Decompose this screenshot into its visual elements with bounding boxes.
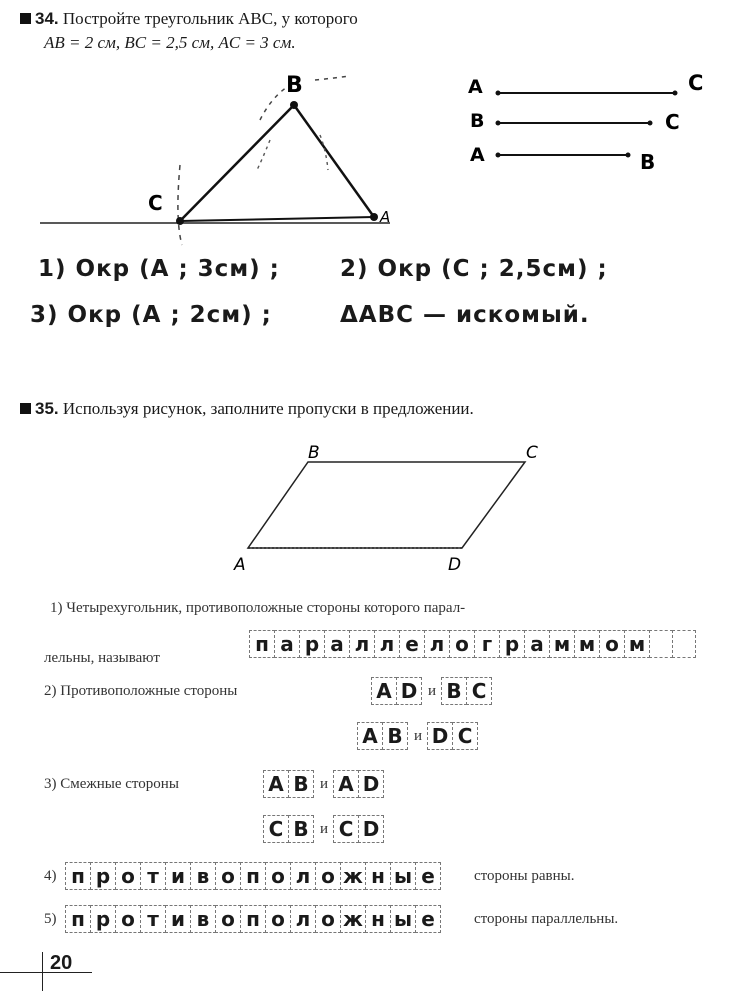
- item-1-answer-cell: а: [274, 630, 300, 658]
- item-3-row-2-right: [334, 815, 384, 843]
- segment3-right-label: B: [640, 150, 656, 174]
- item-4-answer-cell: и: [165, 862, 191, 890]
- item-5-answer-cell: о: [265, 905, 291, 933]
- item-1-answer-cell: п: [249, 630, 275, 658]
- segment1-left-label: A: [468, 76, 483, 98]
- item-3-row-1-conjunction: и: [320, 775, 329, 792]
- item-3-row-2-conjunction: и: [320, 820, 329, 837]
- segment2-right-label: C: [665, 110, 680, 134]
- item-3-row-1-left: [264, 770, 314, 798]
- item-5-answer-cells: [66, 905, 441, 933]
- item-1-answer-cell: [672, 630, 696, 658]
- item-3-row-2-left-cell: C: [263, 815, 289, 843]
- arc-c: [178, 165, 182, 245]
- page-number: 20: [50, 952, 73, 974]
- task-marker-icon: [20, 13, 31, 24]
- item-4-answer-cell: п: [65, 862, 91, 890]
- item-2-row-2-left-cell: A: [357, 722, 383, 750]
- item-2-row-1-right-cell: B: [441, 677, 467, 705]
- task-marker-icon: [20, 403, 31, 414]
- item-1-answer-cell: [649, 630, 673, 658]
- item-2-row-1-right: [442, 677, 492, 705]
- item-3-row-2-left-cell: B: [288, 815, 314, 843]
- item-4-answer-cell: р: [90, 862, 116, 890]
- item-3-row-2-left: [264, 815, 314, 843]
- side-cb-line: [180, 105, 294, 221]
- item-2-row-2-left: [358, 722, 408, 750]
- task-34-number: 34.: [35, 9, 59, 28]
- item-1-answer-cell: е: [399, 630, 425, 658]
- item-3-row-1: [264, 770, 384, 798]
- item-3-row-1-right-cell: D: [358, 770, 384, 798]
- item-5-answer-cell: ж: [340, 905, 366, 933]
- item-4-answer-cells: [66, 862, 441, 890]
- item-1-answer-cell: л: [349, 630, 375, 658]
- item-1-answer-cell: м: [624, 630, 650, 658]
- arc-mark-left: [256, 140, 270, 172]
- item-1-answer-cell: л: [374, 630, 400, 658]
- label-c: C: [148, 191, 163, 215]
- item-2-row-2: [358, 722, 478, 750]
- item-2-text: 2) Противоположные стороны: [44, 683, 238, 699]
- item-2-row-1-conjunction: и: [428, 682, 437, 699]
- label-a: A: [380, 208, 391, 226]
- task-35-statement: Используя рисунок, заполните пропуски в предложении.: [62, 399, 474, 418]
- solution-step-2: 2) Окр (C ; 2,5см) ;: [340, 256, 608, 282]
- task-34-statement-line2: AB = 2 см, BC = 2,5 см, AC = 3 см.: [44, 33, 296, 52]
- item-2-row-2-left-cell: B: [382, 722, 408, 750]
- item-4-answer-cell: ж: [340, 862, 366, 890]
- item-1-answer-cells: [250, 630, 696, 658]
- item-2-row-2-right: [428, 722, 478, 750]
- given-segments-figure: [460, 65, 730, 175]
- item-1-answer-cell: о: [449, 630, 475, 658]
- item-5-prefix: 5): [44, 911, 57, 927]
- task-34-header: [20, 8, 358, 30]
- item-4-answer-cell: е: [415, 862, 441, 890]
- item-5-answer-cell: ы: [390, 905, 416, 933]
- item-4-answer-cell: п: [240, 862, 266, 890]
- item-5-answer-cell: п: [240, 905, 266, 933]
- solution-step-3: 3) Окр (A ; 2см) ;: [30, 302, 272, 328]
- task-35-header: [20, 398, 474, 420]
- item-4-answer-cell: о: [315, 862, 341, 890]
- item-2-row-2-right-cell: C: [452, 722, 478, 750]
- item-1-answer-cell: м: [574, 630, 600, 658]
- item-5-answer-cell: и: [165, 905, 191, 933]
- item-3-row-2: [264, 815, 384, 843]
- item-1-answer-cell: а: [524, 630, 550, 658]
- arc-b: [260, 76, 350, 120]
- item-4-prefix: 4): [44, 868, 57, 884]
- item-1-answer-cell: г: [474, 630, 500, 658]
- side-ca-line: [180, 217, 374, 221]
- item-5-answer-cell: п: [65, 905, 91, 933]
- item-1-answer-cell: р: [499, 630, 525, 658]
- segment3-left-label: A: [470, 144, 485, 166]
- item-2-row-1-left: [372, 677, 422, 705]
- item-5-answer-cell: л: [290, 905, 316, 933]
- item-3-row-1-left-cell: B: [288, 770, 314, 798]
- item-1-answer-cell: о: [599, 630, 625, 658]
- vertex-d-label: D: [448, 555, 462, 575]
- point-a: [370, 213, 378, 221]
- item-1-answer-cell: а: [324, 630, 350, 658]
- task-34-statement-line1: Постройте треугольник ABC, у которого: [62, 9, 358, 28]
- item-1-answer-cell: р: [299, 630, 325, 658]
- item-4-answer-cell: л: [290, 862, 316, 890]
- item-1-text-b: лельны, называют: [44, 650, 160, 666]
- item-1-text-a: 1) Четырехугольник, противоположные стороны которого парал-: [50, 600, 466, 616]
- item-3-text: 3) Смежные стороны: [44, 776, 179, 792]
- item-4-answer-cell: о: [265, 862, 291, 890]
- vertex-a-label: A: [234, 555, 246, 575]
- vertex-b-label: B: [308, 443, 320, 463]
- item-4-answer-cell: о: [115, 862, 141, 890]
- item-4-suffix: стороны равны.: [474, 868, 575, 884]
- item-3-row-2-right-cell: C: [333, 815, 359, 843]
- solution-step-1: 1) Окр (A ; 3см) ;: [38, 256, 280, 282]
- item-5-answer-cell: о: [315, 905, 341, 933]
- point-b: [290, 101, 298, 109]
- item-2-row-1-left-cell: A: [371, 677, 397, 705]
- label-b: B: [286, 73, 303, 98]
- item-4-answer-cell: о: [215, 862, 241, 890]
- task-35-number: 35.: [35, 399, 59, 418]
- item-3-row-1-right: [334, 770, 384, 798]
- item-4-answer-cell: т: [140, 862, 166, 890]
- triangle-construction-figure: [30, 60, 450, 250]
- item-4-answer-cell: н: [365, 862, 391, 890]
- solution-conclusion: ΔABC — искомый.: [340, 302, 590, 328]
- item-2-row-1-right-cell: C: [466, 677, 492, 705]
- item-3-row-2-right-cell: D: [358, 815, 384, 843]
- parallelogram-abcd: [248, 462, 525, 548]
- item-5-answer-cell: т: [140, 905, 166, 933]
- parallelogram-figure: [230, 440, 560, 580]
- item-2-row-2-right-cell: D: [427, 722, 453, 750]
- segment2-left-label: B: [470, 110, 485, 132]
- item-5-answer-cell: н: [365, 905, 391, 933]
- item-5-suffix: стороны параллельны.: [474, 911, 619, 927]
- item-5-answer-cell: о: [115, 905, 141, 933]
- item-5-answer-cell: р: [90, 905, 116, 933]
- item-5-answer-cell: е: [415, 905, 441, 933]
- item-2-row-1-left-cell: D: [396, 677, 422, 705]
- page-number-divider: [42, 952, 43, 991]
- item-2-row-2-conjunction: и: [414, 727, 423, 744]
- point-c: [176, 217, 184, 225]
- item-3-row-1-left-cell: A: [263, 770, 289, 798]
- item-2-row-1: [372, 677, 492, 705]
- item-1-answer-cell: л: [424, 630, 450, 658]
- page-number-rule: [0, 972, 92, 973]
- item-4-answer-cell: ы: [390, 862, 416, 890]
- segment1-right-label: C: [688, 71, 704, 95]
- item-3-row-1-right-cell: A: [333, 770, 359, 798]
- side-ba-line: [294, 105, 374, 217]
- item-1-answer-cell: м: [549, 630, 575, 658]
- item-5-answer-cell: в: [190, 905, 216, 933]
- item-4-answer-cell: в: [190, 862, 216, 890]
- item-5-answer-cell: о: [215, 905, 241, 933]
- vertex-c-label: C: [526, 443, 538, 463]
